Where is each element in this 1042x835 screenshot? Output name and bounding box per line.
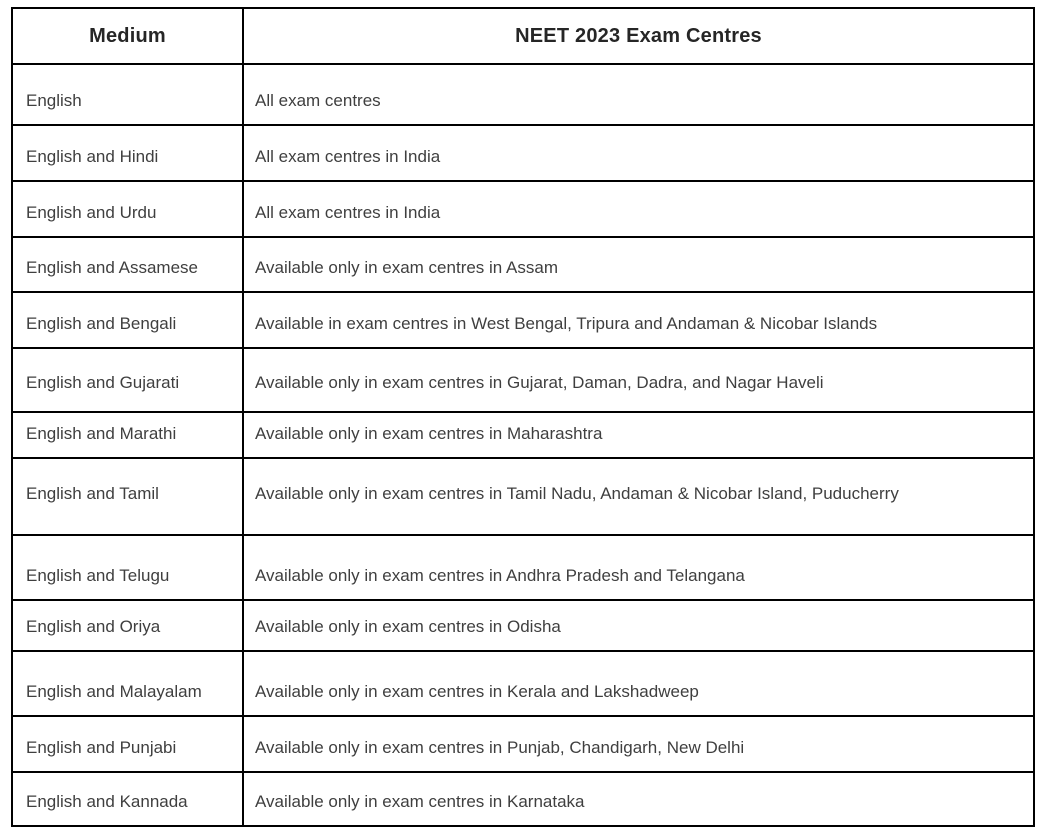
table-row (12, 535, 1034, 600)
exam-centres-table (11, 7, 1035, 827)
cell-medium: English and Urdu (12, 181, 243, 237)
cell-medium: English and Hindi (12, 125, 243, 181)
table-row (12, 772, 1034, 826)
table-row (12, 412, 1034, 458)
cell-centres: Available only in exam centres in Maharashtra (243, 412, 1034, 458)
cell-medium: English and Gujarati (12, 348, 243, 412)
cell-centres: Available only in exam centres in Punjab, Chandigarh, New Delhi (243, 716, 1034, 772)
cell-medium: English and Marathi (12, 412, 243, 458)
cell-centres: Available only in exam centres in Gujarat, Daman, Dadra, and Nagar Haveli (243, 348, 1034, 412)
table-row (12, 292, 1034, 348)
cell-medium: English (12, 64, 243, 125)
cell-medium: English and Assamese (12, 237, 243, 292)
column-header-medium: Medium (12, 8, 243, 64)
cell-medium: English and Telugu (12, 535, 243, 600)
cell-centres: All exam centres (243, 64, 1034, 125)
table-row (12, 237, 1034, 292)
cell-medium: English and Tamil (12, 458, 243, 535)
cell-medium: English and Oriya (12, 600, 243, 651)
cell-centres: Available only in exam centres in Assam (243, 237, 1034, 292)
table-row (12, 716, 1034, 772)
table-row (12, 181, 1034, 237)
table-row (12, 125, 1034, 181)
cell-medium: English and Kannada (12, 772, 243, 826)
cell-centres: All exam centres in India (243, 181, 1034, 237)
cell-centres: Available only in exam centres in Tamil Nadu, Andaman & Nicobar Island, Puducherry (243, 458, 1034, 535)
cell-medium: English and Punjabi (12, 716, 243, 772)
cell-centres: Available only in exam centres in Karnataka (243, 772, 1034, 826)
cell-centres: All exam centres in India (243, 125, 1034, 181)
table-row (12, 64, 1034, 125)
table-row (12, 458, 1034, 535)
cell-centres: Available only in exam centres in Odisha (243, 600, 1034, 651)
cell-centres: Available only in exam centres in Andhra Pradesh and Telangana (243, 535, 1034, 600)
cell-medium: English and Bengali (12, 292, 243, 348)
cell-centres: Available only in exam centres in Kerala and Lakshadweep (243, 651, 1034, 716)
table-row (12, 651, 1034, 716)
cell-centres: Available in exam centres in West Bengal, Tripura and Andaman & Nicobar Islands (243, 292, 1034, 348)
cell-medium: English and Malayalam (12, 651, 243, 716)
column-header-centres: NEET 2023 Exam Centres (243, 8, 1034, 64)
table-header-row (12, 8, 1034, 64)
table-row (12, 348, 1034, 412)
table-row (12, 600, 1034, 651)
